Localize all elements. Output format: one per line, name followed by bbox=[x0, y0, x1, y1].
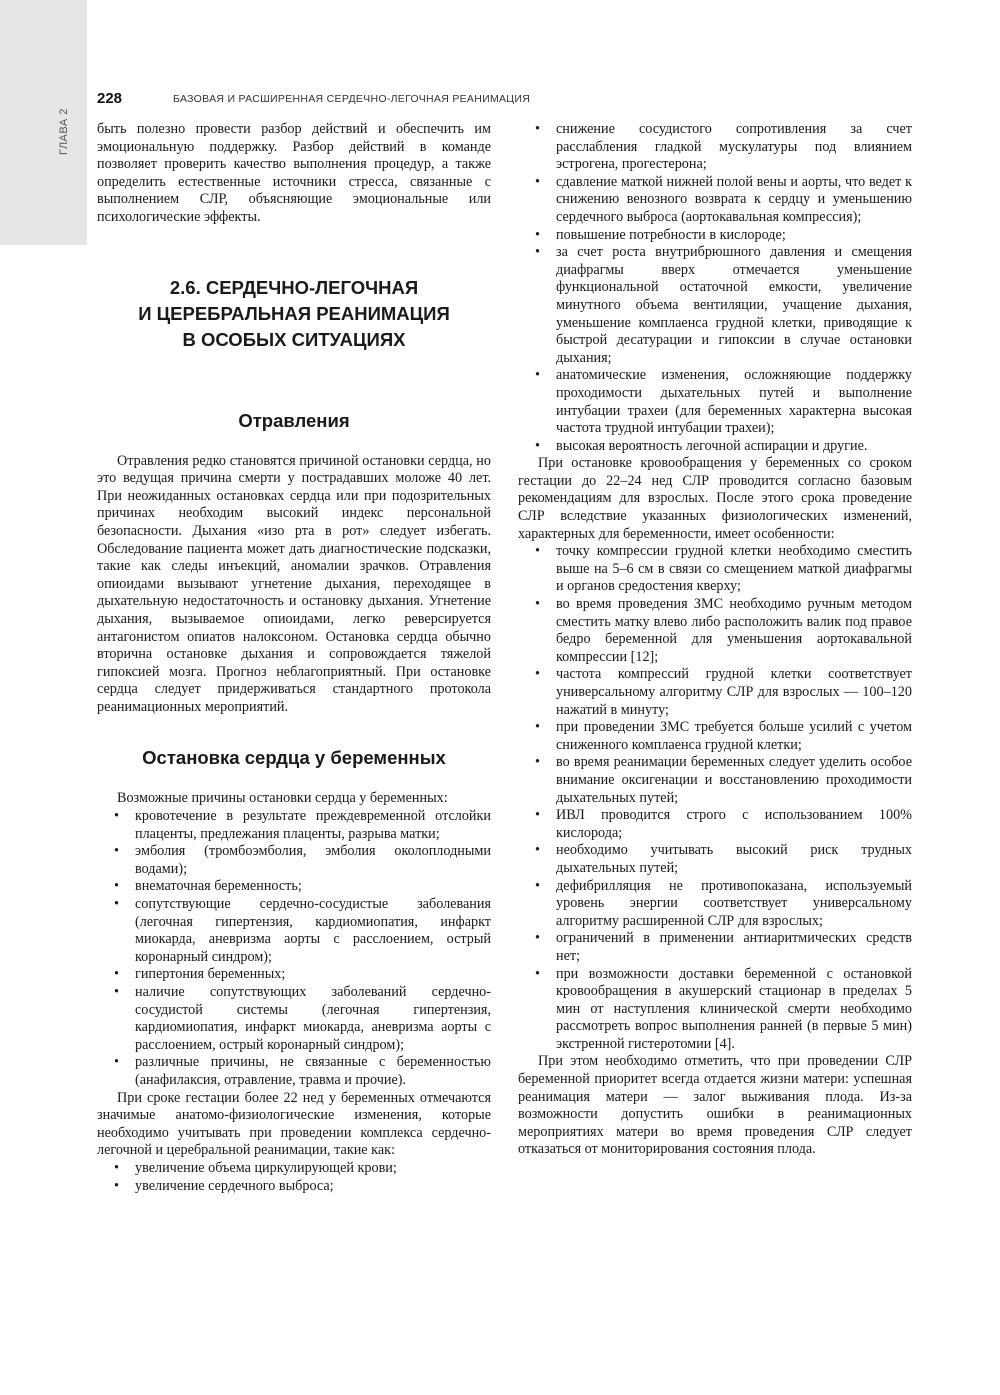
list-item: • точку компрессии грудной клетки необходимо сместить выше на 5–6 см в связи со смещением маткой диафрагмы и органов средостения кверху; bbox=[518, 543, 912, 596]
list-item: • снижение сосудистого сопротивления за счет расслабления гладкой мускулатуры под влиянием эстрогена, прогестерона; bbox=[518, 121, 912, 174]
section-title bbox=[97, 275, 491, 353]
changes-list-continued bbox=[518, 121, 912, 455]
intro-paragraph: быть полезно провести разбор действий и обеспечить им эмоциональную поддержку. Разбор действий в команде позволяет проверить качество выполнения процедур, а также определить естественные источники стресса, связанные с выполнением СЛР, объясняющие эмоциональные или психологические эффекты. bbox=[97, 121, 491, 225]
list-item: • повышение потребности в кислороде; bbox=[518, 227, 912, 245]
list-item: • дефибрилляция не противопоказана, используемый уровень энергии соответствует универсальному алгоритму расширенной СЛР для взрослых; bbox=[518, 878, 912, 931]
list-item: • увеличение объема циркулирующей крови; bbox=[97, 1160, 491, 1178]
list-item: • увеличение сердечного выброса; bbox=[97, 1178, 491, 1196]
changes-intro: При сроке гестации более 22 нед у беременных отмечаются значимые анатомо-физиологические изменения, которые необходимо учитывать при проведении комплекса сердечно-легочной и церебральной реанимации, такие как: bbox=[97, 1089, 491, 1159]
chapter-side-tab bbox=[0, 0, 87, 245]
pregnancy-heading: Остановка сердца у беременных bbox=[142, 747, 446, 769]
section-title-line: В ОСОБЫХ СИТУАЦИЯХ bbox=[182, 328, 406, 350]
list-item: • различные причины, не связанные с беременностью (анафилаксия, отравление, травма и прочие). bbox=[97, 1054, 491, 1089]
changes-list bbox=[97, 1160, 491, 1195]
list-item: • внематочная беременность; bbox=[97, 878, 491, 896]
list-item: • гипертония беременных; bbox=[97, 966, 491, 984]
causes-list bbox=[97, 808, 491, 1090]
causes-intro: Возможные причины остановки сердца у беременных: bbox=[117, 790, 448, 807]
list-item: • необходимо учитывать высокий риск трудных дыхательных путей; bbox=[518, 842, 912, 877]
chapter-label: ГЛАВА 2 bbox=[58, 108, 70, 155]
list-item: • сдавление маткой нижней полой вены и аорты, что ведет к снижению венозного возврата к сердцу и уменьшению сердечного выброса (аортокавальная компрессия); bbox=[518, 174, 912, 227]
list-item: • высокая вероятность легочной аспирации и другие. bbox=[518, 438, 912, 456]
section-title-line: 2.6. СЕРДЕЧНО-ЛЕГОЧНАЯ bbox=[169, 276, 419, 298]
list-item: • ограничений в применении антиаритмических средств нет; bbox=[518, 930, 912, 965]
list-item: • кровотечение в результате преждевременной отслойки плаценты, предлежания плаценты, разрыва матки; bbox=[97, 808, 491, 843]
list-item: • за счет роста внутрибрюшного давления и смещения диафрагмы вверх отмечается уменьшение функциональной остаточной емкости, увеличение минутного объема вентиляции, учащение дыхания, уменьшение комплаенса грудной клетки, приводящие к быстрой десатурации и гипоксии в случае остановки дыхания; bbox=[518, 244, 912, 367]
list-item: • при проведении ЗМС требуется больше усилий с учетом сниженного комплаенса грудной клетки; bbox=[518, 719, 912, 754]
closing-paragraph: При этом необходимо отметить, что при проведении СЛР беременной приоритет всегда отдается жизни матери: успешная реанимация матери — залог выживания плода. Из-за возможности допустить ошибки в реанимационных мероприятиях матери во время проведения СЛР следует отказаться от мониторирования состояния плода. bbox=[518, 1053, 912, 1158]
poisoning-paragraph: Отравления редко становятся причиной остановки сердца, но это ведущая причина смерти у пострадавших моложе 40 лет. При неожиданных остановках сердца или при подозрительных причинах необходим высокий индекс персональной безопасности. Дыхания «изо рта в рот» следует избегать. Обследование пациента может дать диагностические подсказки, такие как следы инъекций, аномалии зрачков. Отравления опиоидами вызывают угнетение дыхания, переходящее в дыхательную недостаточность и остановку дыхания. Угнетение дыхания, вызываемое опиоидами, легко реверсируется антагонистом опиатов налоксоном. Остановка сердца обычно вторична остановке дыхания и сопровождается тяжелой гипоксией мозга. Прогноз неблагоприятный. При остановке сердца следует придерживаться стандартного протокола реанимационных мероприятий. bbox=[97, 452, 491, 715]
list-item: • частота компрессий грудной клетки соответствует универсальному алгоритму СЛР для взрослых — 100–120 нажатий в минуту; bbox=[518, 666, 912, 719]
list-item: • анатомические изменения, осложняющие поддержку проходимости дыхательных путей и выполнение интубации трахеи (для беременных характерна высокая частота трудной интубации трахеи); bbox=[518, 367, 912, 437]
section-title-line: И ЦЕРЕБРАЛЬНАЯ РЕАНИМАЦИЯ bbox=[138, 302, 450, 324]
cpr-paragraph: При остановке кровообращения у беременных со сроком гестации до 22–24 нед СЛР проводится согласно базовым рекомендациям для взрослых. После этого срока проведение СЛР вследствие указанных физиологических изменений, характерных для беременности, имеет особенности: bbox=[518, 455, 912, 542]
list-item: • во время проведения ЗМС необходимо ручным методом сместить матку влево либо расположить валик под правое бедро беременной для уменьшения аортокавальной компрессии [12]; bbox=[518, 596, 912, 666]
list-item: • эмболия (тромбоэмболия, эмболия околоплодными водами); bbox=[97, 843, 491, 878]
features-list bbox=[518, 543, 912, 1053]
running-title: БАЗОВАЯ И РАСШИРЕННАЯ СЕРДЕЧНО-ЛЕГОЧНАЯ РЕАНИМАЦИЯ bbox=[173, 93, 531, 105]
left-column bbox=[97, 121, 491, 1195]
list-item: • сопутствующие сердечно-сосудистые заболевания (легочная гипертензия, кардиомиопатия, инфаркт миокарда, аневризма аорты с расслоением, острый коронарный синдром); bbox=[97, 896, 491, 966]
list-item: • наличие сопутствующих заболеваний сердечно-сосудистой системы (легочная гипертензия, кардиомиопатия, инфаркт миокарда, аневризма аорты с расслоением, острый коронарный синдром); bbox=[97, 984, 491, 1054]
page-number: 228 bbox=[97, 90, 123, 107]
poisoning-heading: Отравления bbox=[238, 409, 350, 431]
right-column bbox=[518, 121, 912, 1159]
list-item: • при возможности доставки беременной с остановкой кровообращения в акушерский стационар в пределах 5 мин от наступления клинической смерти необходимо рассмотреть вопрос выполнения ранней (в первые 5 мин) экстренной гистеротомии [4]. bbox=[518, 966, 912, 1054]
list-item: • во время реанимации беременных следует уделить особое внимание оксигенации и восстановлению проходимости дыхательных путей; bbox=[518, 754, 912, 807]
list-item: • ИВЛ проводится строго с использованием 100% кислорода; bbox=[518, 807, 912, 842]
